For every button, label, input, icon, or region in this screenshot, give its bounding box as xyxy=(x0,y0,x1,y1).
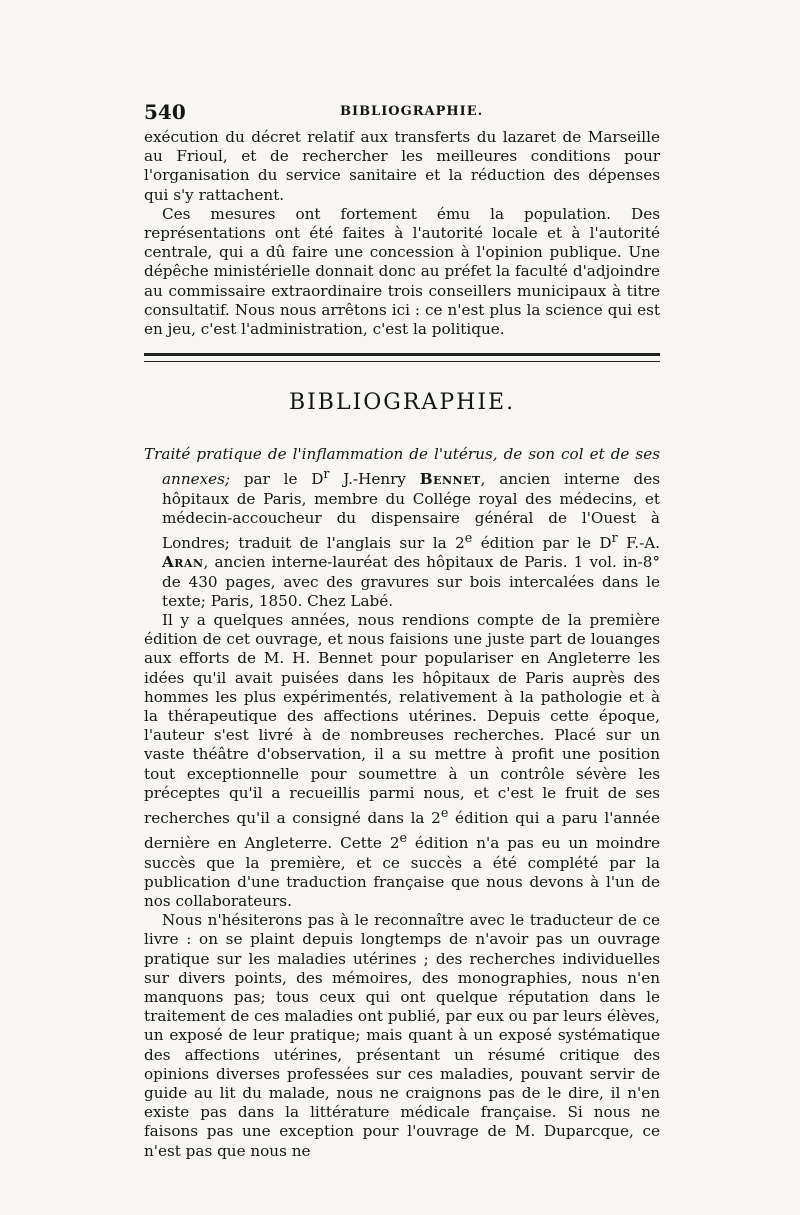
entry-text: , ancien interne-lauréat des hôpitaux de Paris. 1 vol. in-8° de 430 pages, avec des gravures sur bois intercalées dans le texte; Paris, 1850. Chez Labé. xyxy=(162,553,660,610)
book-title: Traité pratique de l'inflammation de l'utérus, de son col et de ses annexes; xyxy=(144,445,660,489)
entry-text: édition par le D xyxy=(472,534,612,553)
author-name: Bennet xyxy=(419,470,481,489)
author-first: J.-Henry xyxy=(329,470,420,489)
superscript: r xyxy=(323,466,330,482)
paragraph: exécution du décret relatif aux transferts du lazaret de Marseille au Frioul, et de rechercher les meilleures conditions pour l'organisation du service sanitaire et la réduction des dépenses qui s'y rattachent. xyxy=(144,128,660,204)
translator-first: F.-A. xyxy=(617,534,660,553)
review-text: édition qui a paru l'année dernière en Angleterre. Cette 2 xyxy=(144,809,660,853)
bibliography-section xyxy=(144,445,660,1161)
review-paragraph: Nous n'hésiterons pas à le reconnaître avec le traducteur de ce livre : on se plaint depuis longtemps de n'avoir pas un ouvrage pratique sur les maladies utérines ; des recherches individuelles sur divers points, des mémoires, des monographies, nous n'en manquons pas; tous ceux qui ont quelque réputation dans le traitement de ces maladies ont publié, par eux ou par leurs élèves, un exposé de leur pratique; mais quant à un exposé systématique des affections utérines, présentant un résumé critique des opinions diverses professées sur ces maladies, pouvant servir de guide au lit du malade, nous ne craignons pas de le dire, il n'en existe pas dans la littérature médicale française. Si nous ne faisons pas une exception pour l'ouvrage de M. Duparcque, ce n'est pas que nous ne xyxy=(144,911,660,1160)
superscript: e xyxy=(399,830,407,846)
paragraph: Ces mesures ont fortement ému la population. Des représentations ont été faites à l'autorité locale et à l'autorité centrale, qui a dû faire une concession à l'opinion publique. Une dépêche ministérielle donnait donc au préfet la faculté d'adjoindre au commissaire extraordinaire trois conseillers municipaux à titre consultatif. Nous nous arrêtons ici : ce n'est plus la science qui est en jeu, c'est l'administration, c'est la politique. xyxy=(144,204,660,339)
section-divider xyxy=(144,353,660,362)
entry-text: par le D xyxy=(230,470,324,489)
running-title: BIBLIOGRAPHIE. xyxy=(340,104,484,119)
review-paragraph xyxy=(144,611,660,911)
top-text xyxy=(144,128,660,339)
book-page xyxy=(144,100,660,1161)
superscript: r xyxy=(611,530,618,546)
section-title: BIBLIOGRAPHIE. xyxy=(288,390,516,416)
review-text: édition n'a pas eu un moindre succès que la première, et ce succès a été complété par la publication d'une traduction française que nous devons à l'un de nos collaborateurs. xyxy=(144,834,660,910)
entry-text: , ancien interne des hôpitaux de Paris, membre du Collége royal des médecins, et médecin-accoucheur du dispensaire général de l'Ouest à Londres; traduit de l'anglais sur la 2 xyxy=(162,470,660,553)
superscript: e xyxy=(440,805,449,821)
review-text: Il y a quelques années, nous rendions compte de la première édition de cet ouvrage, et nous faisions une juste part de louanges aux efforts de M. H. Bennet pour populariser en Angleterre les idées qu'il avait puisées dans les hôpitaux de Paris auprès des hommes les plus expérimentés, relativement à la pathologie et à la thérapeutique des affections utérines. Depuis cette époque, l'auteur s'est livré à de nombreuses recherches. Placé sur un vaste théâtre d'observation, il a su mettre à profit une position tout exceptionnelle pour soumettre à un contrôle sévère les préceptes qu'il a recueillis parmi nous, et c'est le fruit de ses recherches qu'il a consigné dans la 2 xyxy=(144,610,660,828)
bibliography-entry xyxy=(144,445,660,611)
superscript: e xyxy=(464,530,473,546)
running-head xyxy=(144,100,660,126)
page-number: 540 xyxy=(144,100,186,124)
translator-name: Aran xyxy=(162,553,204,572)
